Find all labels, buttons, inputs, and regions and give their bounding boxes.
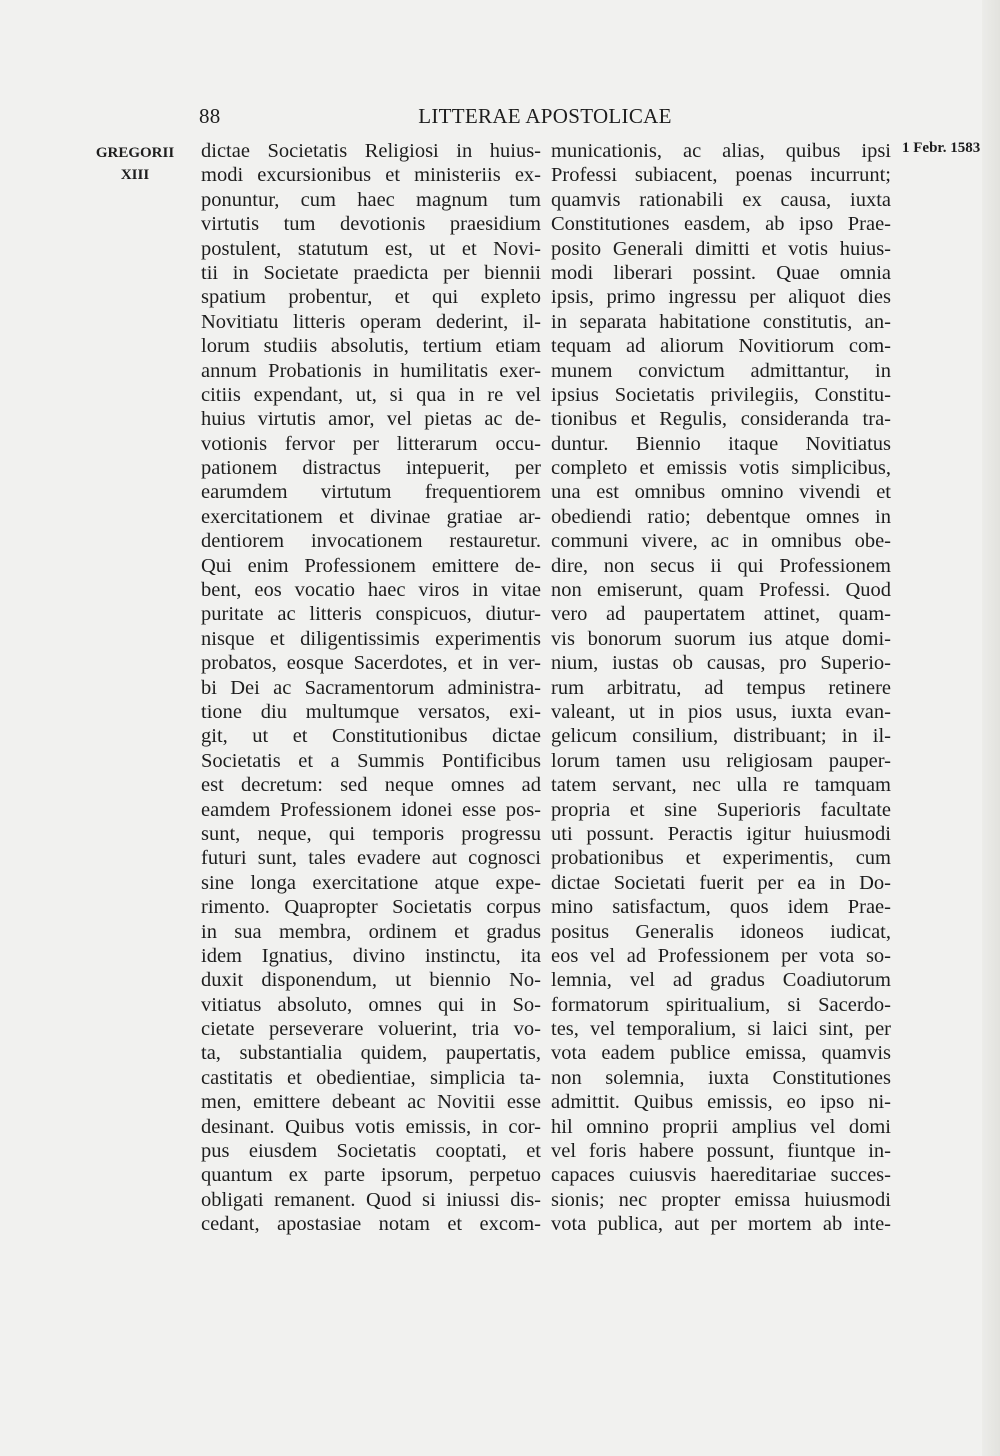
text-line: lemnia, vel ad gradus Coadiutorum bbox=[551, 969, 891, 992]
text-line: duntur. Biennio itaque Novitiatus bbox=[551, 432, 891, 455]
text-line: una est omnibus omnino vivendi et bbox=[551, 481, 891, 504]
text-line: lorum tamen usu religiosam pauper- bbox=[551, 749, 891, 772]
text-line: citiis expendant, ut, si qua in re vel bbox=[201, 383, 541, 406]
text-line: Qui enim Professionem emittere de- bbox=[201, 554, 541, 577]
text-line: obediendi ratio; debentque omnes in bbox=[551, 505, 891, 528]
text-line: dictae Societatis Religiosi in huius- bbox=[201, 140, 541, 162]
text-line: cietate perseverare voluerint, tria vo- bbox=[201, 1018, 541, 1041]
text-line: vota eadem publice emissa, quamvis bbox=[551, 1042, 891, 1065]
text-line: sionis; nec propter emissa huiusmodi bbox=[551, 1188, 891, 1211]
text-line: idem Ignatius, divino instinctu, ita bbox=[201, 944, 541, 967]
text-line: modi liberari possint. Quae omnia bbox=[551, 261, 891, 284]
text-line: earumdem virtutum frequentiorem bbox=[201, 481, 541, 504]
text-line: annum Probationis in humilitatis exer- bbox=[201, 359, 541, 382]
text-line: municationis, ac alias, quibus ipsi bbox=[551, 140, 891, 162]
text-line: tionibus et Regulis, consideranda tra- bbox=[551, 408, 891, 431]
text-line: hil omnino proprii amplius vel domi bbox=[551, 1115, 891, 1138]
text-line: gelicum consilium, distribuant; in il- bbox=[551, 725, 891, 748]
text-line: Novitiatu litteris operam dederint, il- bbox=[201, 310, 541, 333]
text-line: tequam ad aliorum Novitiorum com- bbox=[551, 335, 891, 358]
text-line: sine longa exercitatione atque expe- bbox=[201, 871, 541, 894]
text-line: tes, vel temporalium, si laici sint, per bbox=[551, 1018, 891, 1041]
text-line: pationem distractus intepuerit, per bbox=[201, 457, 541, 480]
text-line: probationibus et experimentis, cum bbox=[551, 847, 891, 870]
text-line: mino satisfactum, quos idem Prae- bbox=[551, 896, 891, 919]
text-line: ipsis, primo ingressu per aliquot dies bbox=[551, 286, 891, 309]
text-line: bent, eos vocatio haec viros in vitae bbox=[201, 579, 541, 602]
text-line: quantum ex parte ipsorum, perpetuo bbox=[201, 1164, 541, 1187]
text-line: completo et emissis votis simplicibus, bbox=[551, 457, 891, 480]
page-edge bbox=[982, 0, 1000, 1456]
text-line: exercitationem et divinae gratiae ar- bbox=[201, 505, 541, 528]
text-line: propria et sine Superioris facultate bbox=[551, 798, 891, 821]
margin-note-date: 1 Febr. 1583 bbox=[902, 140, 981, 156]
text-line: dentiorem invocationem restauretur. bbox=[201, 530, 541, 553]
text-line: desinant. Quibus votis emissis, in cor- bbox=[201, 1115, 541, 1138]
text-line: in separata habitatione constitutis, an- bbox=[551, 310, 891, 333]
text-line: eamdem Professionem idonei esse pos- bbox=[201, 798, 541, 821]
text-line: tii in Societate praedicta per biennii bbox=[201, 261, 541, 284]
text-line: castitatis et obedientiae, simplicia ta- bbox=[201, 1066, 541, 1089]
text-line: dictae Societati fuerit per ea in Do- bbox=[551, 871, 891, 894]
text-line: vero ad paupertatem attinet, quam- bbox=[551, 603, 891, 626]
margin-note-line: GREGORII bbox=[95, 145, 175, 161]
text-line: obligati remanent. Quod si iniussi dis- bbox=[201, 1188, 541, 1211]
text-line: sunt, neque, qui temporis progressu bbox=[201, 822, 541, 845]
text-line: nisque et diligentissimis experimentis bbox=[201, 627, 541, 650]
text-line: formatorum spiritualium, si Sacerdo- bbox=[551, 993, 891, 1016]
running-title: LITTERAE APOSTOLICAE bbox=[418, 104, 672, 128]
text-line: positus Generalis idoneos iudicat, bbox=[551, 920, 891, 943]
text-line: votionis fervor per litterarum occu- bbox=[201, 432, 541, 455]
text-line: ponuntur, cum haec magnum tum bbox=[201, 188, 541, 211]
text-line: tione diu multumque versatos, exi- bbox=[201, 700, 541, 723]
text-line: ta, substantialia quidem, paupertatis, bbox=[201, 1042, 541, 1065]
text-line: in sua membra, ordinem et gradus bbox=[201, 920, 541, 943]
text-line: git, ut et Constitutionibus dictae bbox=[201, 725, 541, 748]
text-line: pus eiusdem Societatis cooptati, et bbox=[201, 1140, 541, 1163]
text-line: probatos, eosque Sacerdotes, et in ver- bbox=[201, 652, 541, 675]
text-line: men, emittere debeant ac Novitii esse bbox=[201, 1091, 541, 1114]
text-line: vel foris habere possunt, fiuntque in- bbox=[551, 1140, 891, 1163]
text-line: quamvis rationabili ex causa, iuxta bbox=[551, 188, 891, 211]
text-line: Societatis et a Summis Pontificibus bbox=[201, 749, 541, 772]
page-header bbox=[199, 104, 891, 134]
text-line: futuri sunt, tales evadere aut cognosci bbox=[201, 847, 541, 870]
text-line: Constitutiones easdem, ab ipso Prae- bbox=[551, 213, 891, 236]
text-line: huius virtutis amor, vel pietas ac de- bbox=[201, 408, 541, 431]
text-line: lorum studiis absolutis, tertium etiam bbox=[201, 335, 541, 358]
text-line: posito Generali dimitti et votis huius- bbox=[551, 237, 891, 260]
margin-note-line: XIII bbox=[120, 167, 150, 183]
text-line: virtutis tum devotionis praesidium bbox=[201, 213, 541, 236]
text-line: vis bonorum suorum ius atque domi- bbox=[551, 627, 891, 650]
text-line: capaces cuiusvis haereditariae succes- bbox=[551, 1164, 891, 1187]
text-line: nium, iustas ob causas, pro Superio- bbox=[551, 652, 891, 675]
text-column-left bbox=[201, 139, 541, 1237]
text-line: eos vel ad Professionem per vota so- bbox=[551, 944, 891, 967]
text-line: tatem servant, nec ulla re tamquam bbox=[551, 774, 891, 797]
text-column-right bbox=[551, 139, 891, 1237]
text-line: munem convictum admittantur, in bbox=[551, 359, 891, 382]
text-line: modi excursionibus et ministeriis ex- bbox=[201, 164, 541, 187]
text-line: communi vivere, ac in omnibus obe- bbox=[551, 530, 891, 553]
text-line: rimento. Quapropter Societatis corpus bbox=[201, 896, 541, 919]
text-line: bi Dei ac Sacramentorum administra- bbox=[201, 676, 541, 699]
text-line: non solemnia, iuxta Constitutiones bbox=[551, 1066, 891, 1089]
text-line: uti possunt. Peractis igitur huiusmodi bbox=[551, 822, 891, 845]
text-line: Professi subiacent, poenas incurrunt; bbox=[551, 164, 891, 187]
text-line: vitiatus absoluto, omnes qui in So- bbox=[201, 993, 541, 1016]
text-line: rum arbitratu, ad tempus retinere bbox=[551, 676, 891, 699]
text-line: vota publica, aut per mortem ab inte- bbox=[551, 1213, 891, 1236]
text-line: postulent, statutum est, ut et Novi- bbox=[201, 237, 541, 260]
text-line: ipsius Societatis privilegiis, Constitu- bbox=[551, 383, 891, 406]
text-line: non emiserunt, quam Professi. Quod bbox=[551, 579, 891, 602]
text-line: est decretum: sed neque omnes ad bbox=[201, 774, 541, 797]
margin-note-pontiff bbox=[90, 142, 180, 186]
page-number: 88 bbox=[199, 104, 221, 128]
text-line: duxit disponendum, ut biennio No- bbox=[201, 969, 541, 992]
text-line: admittit. Quibus emissis, eo ipso ni- bbox=[551, 1091, 891, 1114]
text-line: valeant, ut in pios usus, iuxta evan- bbox=[551, 700, 891, 723]
text-line: spatium probentur, et qui expleto bbox=[201, 286, 541, 309]
text-line: dire, non secus ii qui Professionem bbox=[551, 554, 891, 577]
text-line: cedant, apostasiae notam et excom- bbox=[201, 1213, 541, 1236]
text-line: puritate ac litteris conspicuos, diutur- bbox=[201, 603, 541, 626]
